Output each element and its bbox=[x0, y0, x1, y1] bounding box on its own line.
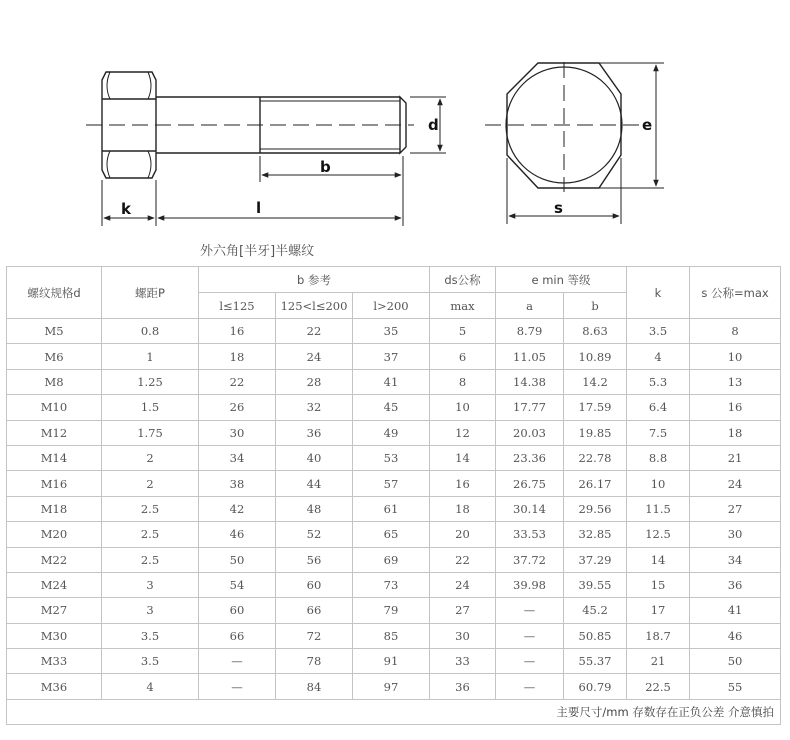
table-cell: 8.63 bbox=[564, 319, 627, 344]
table-cell: — bbox=[496, 598, 564, 623]
table-cell: 44 bbox=[276, 471, 353, 496]
table-cell: M6 bbox=[7, 344, 102, 369]
table-cell: 18 bbox=[430, 496, 496, 521]
table-cell: — bbox=[496, 623, 564, 648]
table-cell: 10 bbox=[627, 471, 690, 496]
table-cell: 41 bbox=[353, 369, 430, 394]
table-cell: 26.75 bbox=[496, 471, 564, 496]
table-cell: 8.8 bbox=[627, 445, 690, 470]
table-cell: 22.5 bbox=[627, 674, 690, 699]
table-cell: 53 bbox=[353, 445, 430, 470]
table-cell: 22 bbox=[199, 369, 276, 394]
table-cell: M33 bbox=[7, 649, 102, 674]
header-thread-spec: 螺纹规格d bbox=[7, 267, 102, 319]
table-cell: 15 bbox=[627, 572, 690, 597]
table-cell: 2 bbox=[102, 471, 199, 496]
table-cell: 3.5 bbox=[102, 623, 199, 648]
table-cell: 34 bbox=[690, 547, 781, 572]
table-row bbox=[7, 547, 781, 572]
table-row bbox=[7, 420, 781, 445]
header-e-grade-b: b bbox=[564, 293, 627, 319]
table-cell: 30 bbox=[199, 420, 276, 445]
table-cell: 97 bbox=[353, 674, 430, 699]
table-cell: 55.37 bbox=[564, 649, 627, 674]
table-row bbox=[7, 623, 781, 648]
table-cell: 17.77 bbox=[496, 395, 564, 420]
table-cell: M36 bbox=[7, 674, 102, 699]
table-cell: 37 bbox=[353, 344, 430, 369]
table-cell: 3 bbox=[102, 598, 199, 623]
table-cell: 22 bbox=[430, 547, 496, 572]
table-cell: 7.5 bbox=[627, 420, 690, 445]
header-pitch: 螺距P bbox=[102, 267, 199, 319]
dim-label-d: d bbox=[428, 116, 439, 134]
table-cell: 48 bbox=[276, 496, 353, 521]
table-cell: 2.5 bbox=[102, 522, 199, 547]
table-cell: 39.98 bbox=[496, 572, 564, 597]
table-cell: 27 bbox=[430, 598, 496, 623]
table-cell: 24 bbox=[276, 344, 353, 369]
table-cell: 50 bbox=[199, 547, 276, 572]
table-cell: 28 bbox=[276, 369, 353, 394]
table-cell: 36 bbox=[430, 674, 496, 699]
table-cell: 61 bbox=[353, 496, 430, 521]
table-cell: 21 bbox=[690, 445, 781, 470]
table-cell: 35 bbox=[353, 319, 430, 344]
header-k: k bbox=[627, 267, 690, 319]
table-cell: 23.36 bbox=[496, 445, 564, 470]
table-cell: 10.89 bbox=[564, 344, 627, 369]
table-cell: 45 bbox=[353, 395, 430, 420]
table-row bbox=[7, 496, 781, 521]
table-cell: — bbox=[199, 649, 276, 674]
table-cell: M24 bbox=[7, 572, 102, 597]
table-cell: 2.5 bbox=[102, 496, 199, 521]
table-cell: M5 bbox=[7, 319, 102, 344]
table-cell: M14 bbox=[7, 445, 102, 470]
dim-label-s: s bbox=[554, 199, 563, 217]
table-cell: 21 bbox=[627, 649, 690, 674]
table-cell: 79 bbox=[353, 598, 430, 623]
table-cell: 8 bbox=[430, 369, 496, 394]
table-cell: 22.78 bbox=[564, 445, 627, 470]
table-cell: 14.38 bbox=[496, 369, 564, 394]
header-e-min-grade: e min 等级 bbox=[496, 267, 627, 293]
table-cell: 40 bbox=[276, 445, 353, 470]
table-cell: 84 bbox=[276, 674, 353, 699]
header-b-sub-3: l>200 bbox=[353, 293, 430, 319]
table-cell: 26 bbox=[199, 395, 276, 420]
table-cell: 50.85 bbox=[564, 623, 627, 648]
table-body bbox=[7, 319, 781, 700]
table-cell: 29.56 bbox=[564, 496, 627, 521]
table-cell: 41 bbox=[690, 598, 781, 623]
table-cell: 56 bbox=[276, 547, 353, 572]
dim-label-e: e bbox=[642, 116, 653, 134]
table-cell: 36 bbox=[276, 420, 353, 445]
table-row bbox=[7, 572, 781, 597]
header-ds-nominal: ds公称 bbox=[430, 267, 496, 293]
table-cell: 11.5 bbox=[627, 496, 690, 521]
table-cell: 10 bbox=[430, 395, 496, 420]
table-cell: 32.85 bbox=[564, 522, 627, 547]
table-cell: 5 bbox=[430, 319, 496, 344]
table-row bbox=[7, 344, 781, 369]
table-row bbox=[7, 522, 781, 547]
table-cell: 33 bbox=[430, 649, 496, 674]
bolt-side-view bbox=[86, 72, 446, 226]
table-cell: 4 bbox=[102, 674, 199, 699]
table-cell: M12 bbox=[7, 420, 102, 445]
table-row bbox=[7, 319, 781, 344]
header-e-grade-a: a bbox=[496, 293, 564, 319]
table-cell: 69 bbox=[353, 547, 430, 572]
table-cell: 42 bbox=[199, 496, 276, 521]
table-cell: 57 bbox=[353, 471, 430, 496]
table-cell: 38 bbox=[199, 471, 276, 496]
table-cell: 1.5 bbox=[102, 395, 199, 420]
table-cell: 18.7 bbox=[627, 623, 690, 648]
table-row bbox=[7, 598, 781, 623]
table-cell: 65 bbox=[353, 522, 430, 547]
table-cell: 39.55 bbox=[564, 572, 627, 597]
table-cell: M27 bbox=[7, 598, 102, 623]
table-cell: 16 bbox=[430, 471, 496, 496]
table-cell: 16 bbox=[690, 395, 781, 420]
table-cell: 12 bbox=[430, 420, 496, 445]
dim-label-l: l bbox=[256, 199, 262, 217]
table-cell: 3.5 bbox=[102, 649, 199, 674]
table-cell: 46 bbox=[690, 623, 781, 648]
table-cell: 27 bbox=[690, 496, 781, 521]
table-cell: 32 bbox=[276, 395, 353, 420]
table-cell: 24 bbox=[690, 471, 781, 496]
table-cell: 19.85 bbox=[564, 420, 627, 445]
table-cell: 17 bbox=[627, 598, 690, 623]
table-cell: 17.59 bbox=[564, 395, 627, 420]
table-cell: 60.79 bbox=[564, 674, 627, 699]
table-cell: 12.5 bbox=[627, 522, 690, 547]
table-cell: 30 bbox=[430, 623, 496, 648]
table-cell: 1.75 bbox=[102, 420, 199, 445]
table-cell: 3 bbox=[102, 572, 199, 597]
table-cell: 3.5 bbox=[627, 319, 690, 344]
table-cell: M30 bbox=[7, 623, 102, 648]
table-cell: M16 bbox=[7, 471, 102, 496]
table-row bbox=[7, 369, 781, 394]
table-cell: 85 bbox=[353, 623, 430, 648]
table-cell: M18 bbox=[7, 496, 102, 521]
table-cell: 24 bbox=[430, 572, 496, 597]
table-row bbox=[7, 395, 781, 420]
bolt-spec-table bbox=[6, 266, 781, 725]
table-cell: M10 bbox=[7, 395, 102, 420]
table-cell: 49 bbox=[353, 420, 430, 445]
table-cell: 54 bbox=[199, 572, 276, 597]
table-cell: 4 bbox=[627, 344, 690, 369]
table-cell: M22 bbox=[7, 547, 102, 572]
table-cell: 30.14 bbox=[496, 496, 564, 521]
bolt-drawing-svg bbox=[0, 0, 790, 262]
table-cell: 73 bbox=[353, 572, 430, 597]
table-cell: 1 bbox=[102, 344, 199, 369]
table-cell: 60 bbox=[199, 598, 276, 623]
table-cell: 1.25 bbox=[102, 369, 199, 394]
table-cell: 16 bbox=[199, 319, 276, 344]
dim-label-b: b bbox=[320, 158, 331, 176]
table-row bbox=[7, 649, 781, 674]
table-cell: 20 bbox=[430, 522, 496, 547]
header-b-sub-2: 125<l≤200 bbox=[276, 293, 353, 319]
table-cell: 20.03 bbox=[496, 420, 564, 445]
table-cell: 60 bbox=[276, 572, 353, 597]
table-cell: 72 bbox=[276, 623, 353, 648]
table-cell: 13 bbox=[690, 369, 781, 394]
table-cell: 14 bbox=[430, 445, 496, 470]
table-cell: — bbox=[496, 649, 564, 674]
table-row bbox=[7, 471, 781, 496]
header-b-sub-1: l≤125 bbox=[199, 293, 276, 319]
table-cell: 22 bbox=[276, 319, 353, 344]
table-cell: 33.53 bbox=[496, 522, 564, 547]
table-cell: 30 bbox=[690, 522, 781, 547]
table-cell: 18 bbox=[199, 344, 276, 369]
table-cell: 50 bbox=[690, 649, 781, 674]
table-cell: 5.3 bbox=[627, 369, 690, 394]
table-cell: 66 bbox=[276, 598, 353, 623]
table-cell: 8.79 bbox=[496, 319, 564, 344]
table-cell: 2.5 bbox=[102, 547, 199, 572]
header-s-nominal: s 公称=max bbox=[690, 267, 781, 319]
table-row bbox=[7, 674, 781, 699]
table-cell: 18 bbox=[690, 420, 781, 445]
table-cell: 45.2 bbox=[564, 598, 627, 623]
table-cell: 36 bbox=[690, 572, 781, 597]
table-cell: 14.2 bbox=[564, 369, 627, 394]
table-cell: 66 bbox=[199, 623, 276, 648]
table-cell: 55 bbox=[690, 674, 781, 699]
table-cell: 52 bbox=[276, 522, 353, 547]
table-footnote: 主要尺寸/mm 存数存在正负公差 介意慎拍 bbox=[7, 699, 781, 724]
table-cell: 2 bbox=[102, 445, 199, 470]
table-cell: 14 bbox=[627, 547, 690, 572]
table-cell: 26.17 bbox=[564, 471, 627, 496]
table-cell: — bbox=[199, 674, 276, 699]
table-cell: 10 bbox=[690, 344, 781, 369]
table-cell: 78 bbox=[276, 649, 353, 674]
table-cell: — bbox=[496, 674, 564, 699]
table-cell: 91 bbox=[353, 649, 430, 674]
dim-label-k: k bbox=[121, 200, 131, 218]
table-cell: 6 bbox=[430, 344, 496, 369]
bolt-drawing bbox=[0, 0, 790, 262]
bolt-end-view bbox=[485, 62, 664, 224]
table-cell: M8 bbox=[7, 369, 102, 394]
header-ds-max: max bbox=[430, 293, 496, 319]
table-cell: 6.4 bbox=[627, 395, 690, 420]
table-cell: 0.8 bbox=[102, 319, 199, 344]
table-cell: 37.29 bbox=[564, 547, 627, 572]
table-cell: 37.72 bbox=[496, 547, 564, 572]
drawing-caption: 外六角[半牙]半螺纹 bbox=[200, 244, 315, 259]
table-cell: 11.05 bbox=[496, 344, 564, 369]
table-row bbox=[7, 445, 781, 470]
table-cell: M20 bbox=[7, 522, 102, 547]
header-b-reference: b 参考 bbox=[199, 267, 430, 293]
table-cell: 8 bbox=[690, 319, 781, 344]
table-cell: 34 bbox=[199, 445, 276, 470]
table-header bbox=[7, 267, 781, 319]
table-cell: 46 bbox=[199, 522, 276, 547]
